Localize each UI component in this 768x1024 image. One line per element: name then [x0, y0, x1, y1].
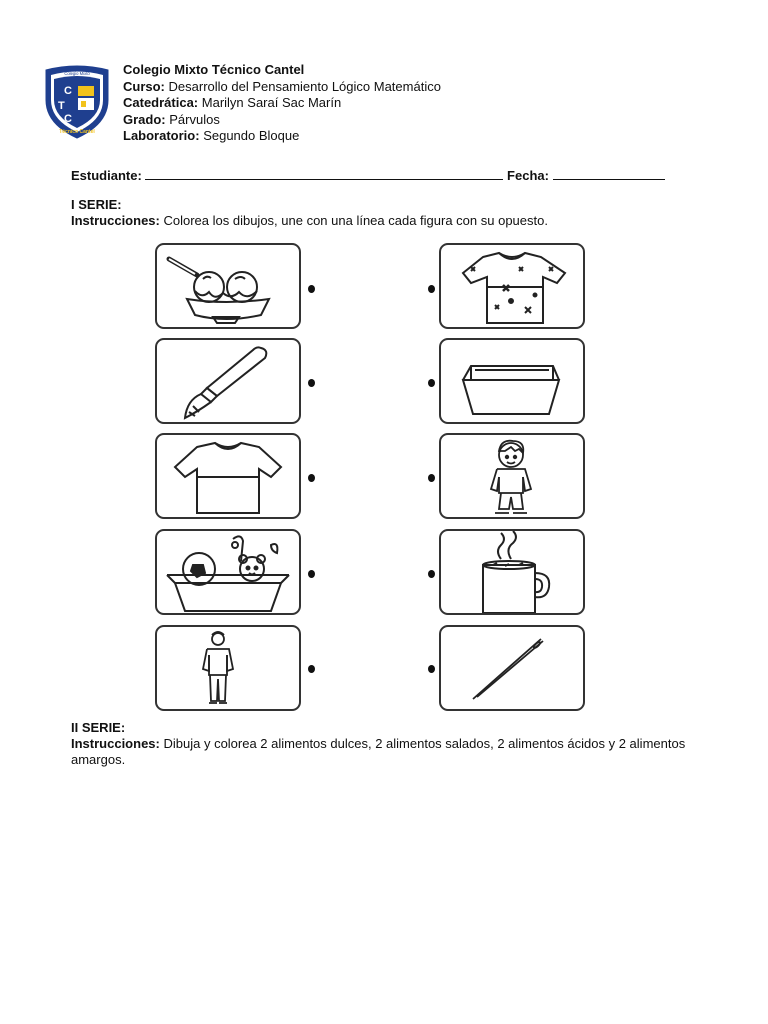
- needle-icon: [441, 627, 583, 709]
- left-dot-5[interactable]: [308, 665, 315, 673]
- logo-letter-t: T: [58, 100, 65, 112]
- right-card-3[interactable]: [439, 433, 585, 519]
- serie1-instructions-label: Instrucciones:: [71, 213, 160, 228]
- ice-cream-bowl-icon: [157, 245, 299, 327]
- right-card-1[interactable]: [439, 243, 585, 329]
- paintbrush-icon: [157, 340, 299, 422]
- dirty-shirt-icon: [441, 245, 583, 327]
- left-card-4[interactable]: [155, 529, 301, 615]
- student-label: Estudiante:: [71, 168, 142, 183]
- right-dot-1[interactable]: [428, 285, 435, 293]
- left-card-1[interactable]: [155, 243, 301, 329]
- serie1-title: I SERIE:: [71, 197, 122, 212]
- serie2-title: II SERIE:: [71, 720, 126, 735]
- teacher-label: Catedrática:: [123, 95, 199, 110]
- left-dot-4[interactable]: [308, 570, 315, 578]
- right-dot-4[interactable]: [428, 570, 435, 578]
- left-dot-3[interactable]: [308, 474, 315, 482]
- lab-label: Laboratorio:: [123, 128, 200, 143]
- teacher-value: Marilyn Saraí Sac Marín: [201, 95, 342, 110]
- empty-box-icon: [441, 340, 583, 422]
- course-value: Desarrollo del Pensamiento Lógico Matemático: [168, 78, 441, 94]
- school-name: Colegio Mixto Técnico Cantel: [123, 62, 305, 77]
- serie1-instructions-text: Colorea los dibujos, une con una línea cada figura con su opuesto.: [163, 213, 548, 228]
- serie1-instructions: [71, 213, 548, 228]
- grade-value: Párvulos: [169, 111, 220, 127]
- left-dot-1[interactable]: [308, 285, 315, 293]
- right-card-5[interactable]: [439, 625, 585, 711]
- right-dot-5[interactable]: [428, 665, 435, 673]
- toy-box-icon: [157, 531, 299, 613]
- clean-shirt-icon: [157, 435, 299, 517]
- header-block: [123, 62, 441, 145]
- date-blank[interactable]: [553, 168, 665, 180]
- left-dot-2[interactable]: [308, 379, 315, 387]
- right-card-4[interactable]: [439, 529, 585, 615]
- logo-letter-c1: C: [64, 85, 72, 97]
- logo-bottom-text: Técnico Cantel: [59, 129, 95, 135]
- student-name-blank[interactable]: [145, 168, 503, 180]
- school-logo-icon: [42, 64, 112, 140]
- date-label: Fecha:: [507, 168, 549, 183]
- logo-top-text: Colegio Mixto: [64, 71, 90, 76]
- course-label: Curso:: [123, 78, 165, 94]
- serie2-instructions-label: Instrucciones:: [71, 736, 160, 751]
- left-card-2[interactable]: [155, 338, 301, 424]
- lab-value: Segundo Bloque: [203, 128, 300, 143]
- left-card-3[interactable]: [155, 433, 301, 519]
- logo-letter-c2: C: [64, 113, 72, 125]
- serie2-instructions: [71, 736, 701, 768]
- right-dot-2[interactable]: [428, 379, 435, 387]
- student-date-line: [71, 168, 665, 183]
- tall-man-icon: [157, 627, 299, 709]
- serie2-instructions-text: Dibuja y colorea 2 alimentos dulces, 2 alimentos salados, 2 alimentos ácidos y 2 alimentos amargos.: [71, 736, 686, 767]
- short-boy-icon: [441, 435, 583, 517]
- hot-mug-icon: [441, 531, 583, 613]
- right-card-2[interactable]: [439, 338, 585, 424]
- left-card-5[interactable]: [155, 625, 301, 711]
- grade-label: Grado:: [123, 111, 166, 127]
- right-dot-3[interactable]: [428, 474, 435, 482]
